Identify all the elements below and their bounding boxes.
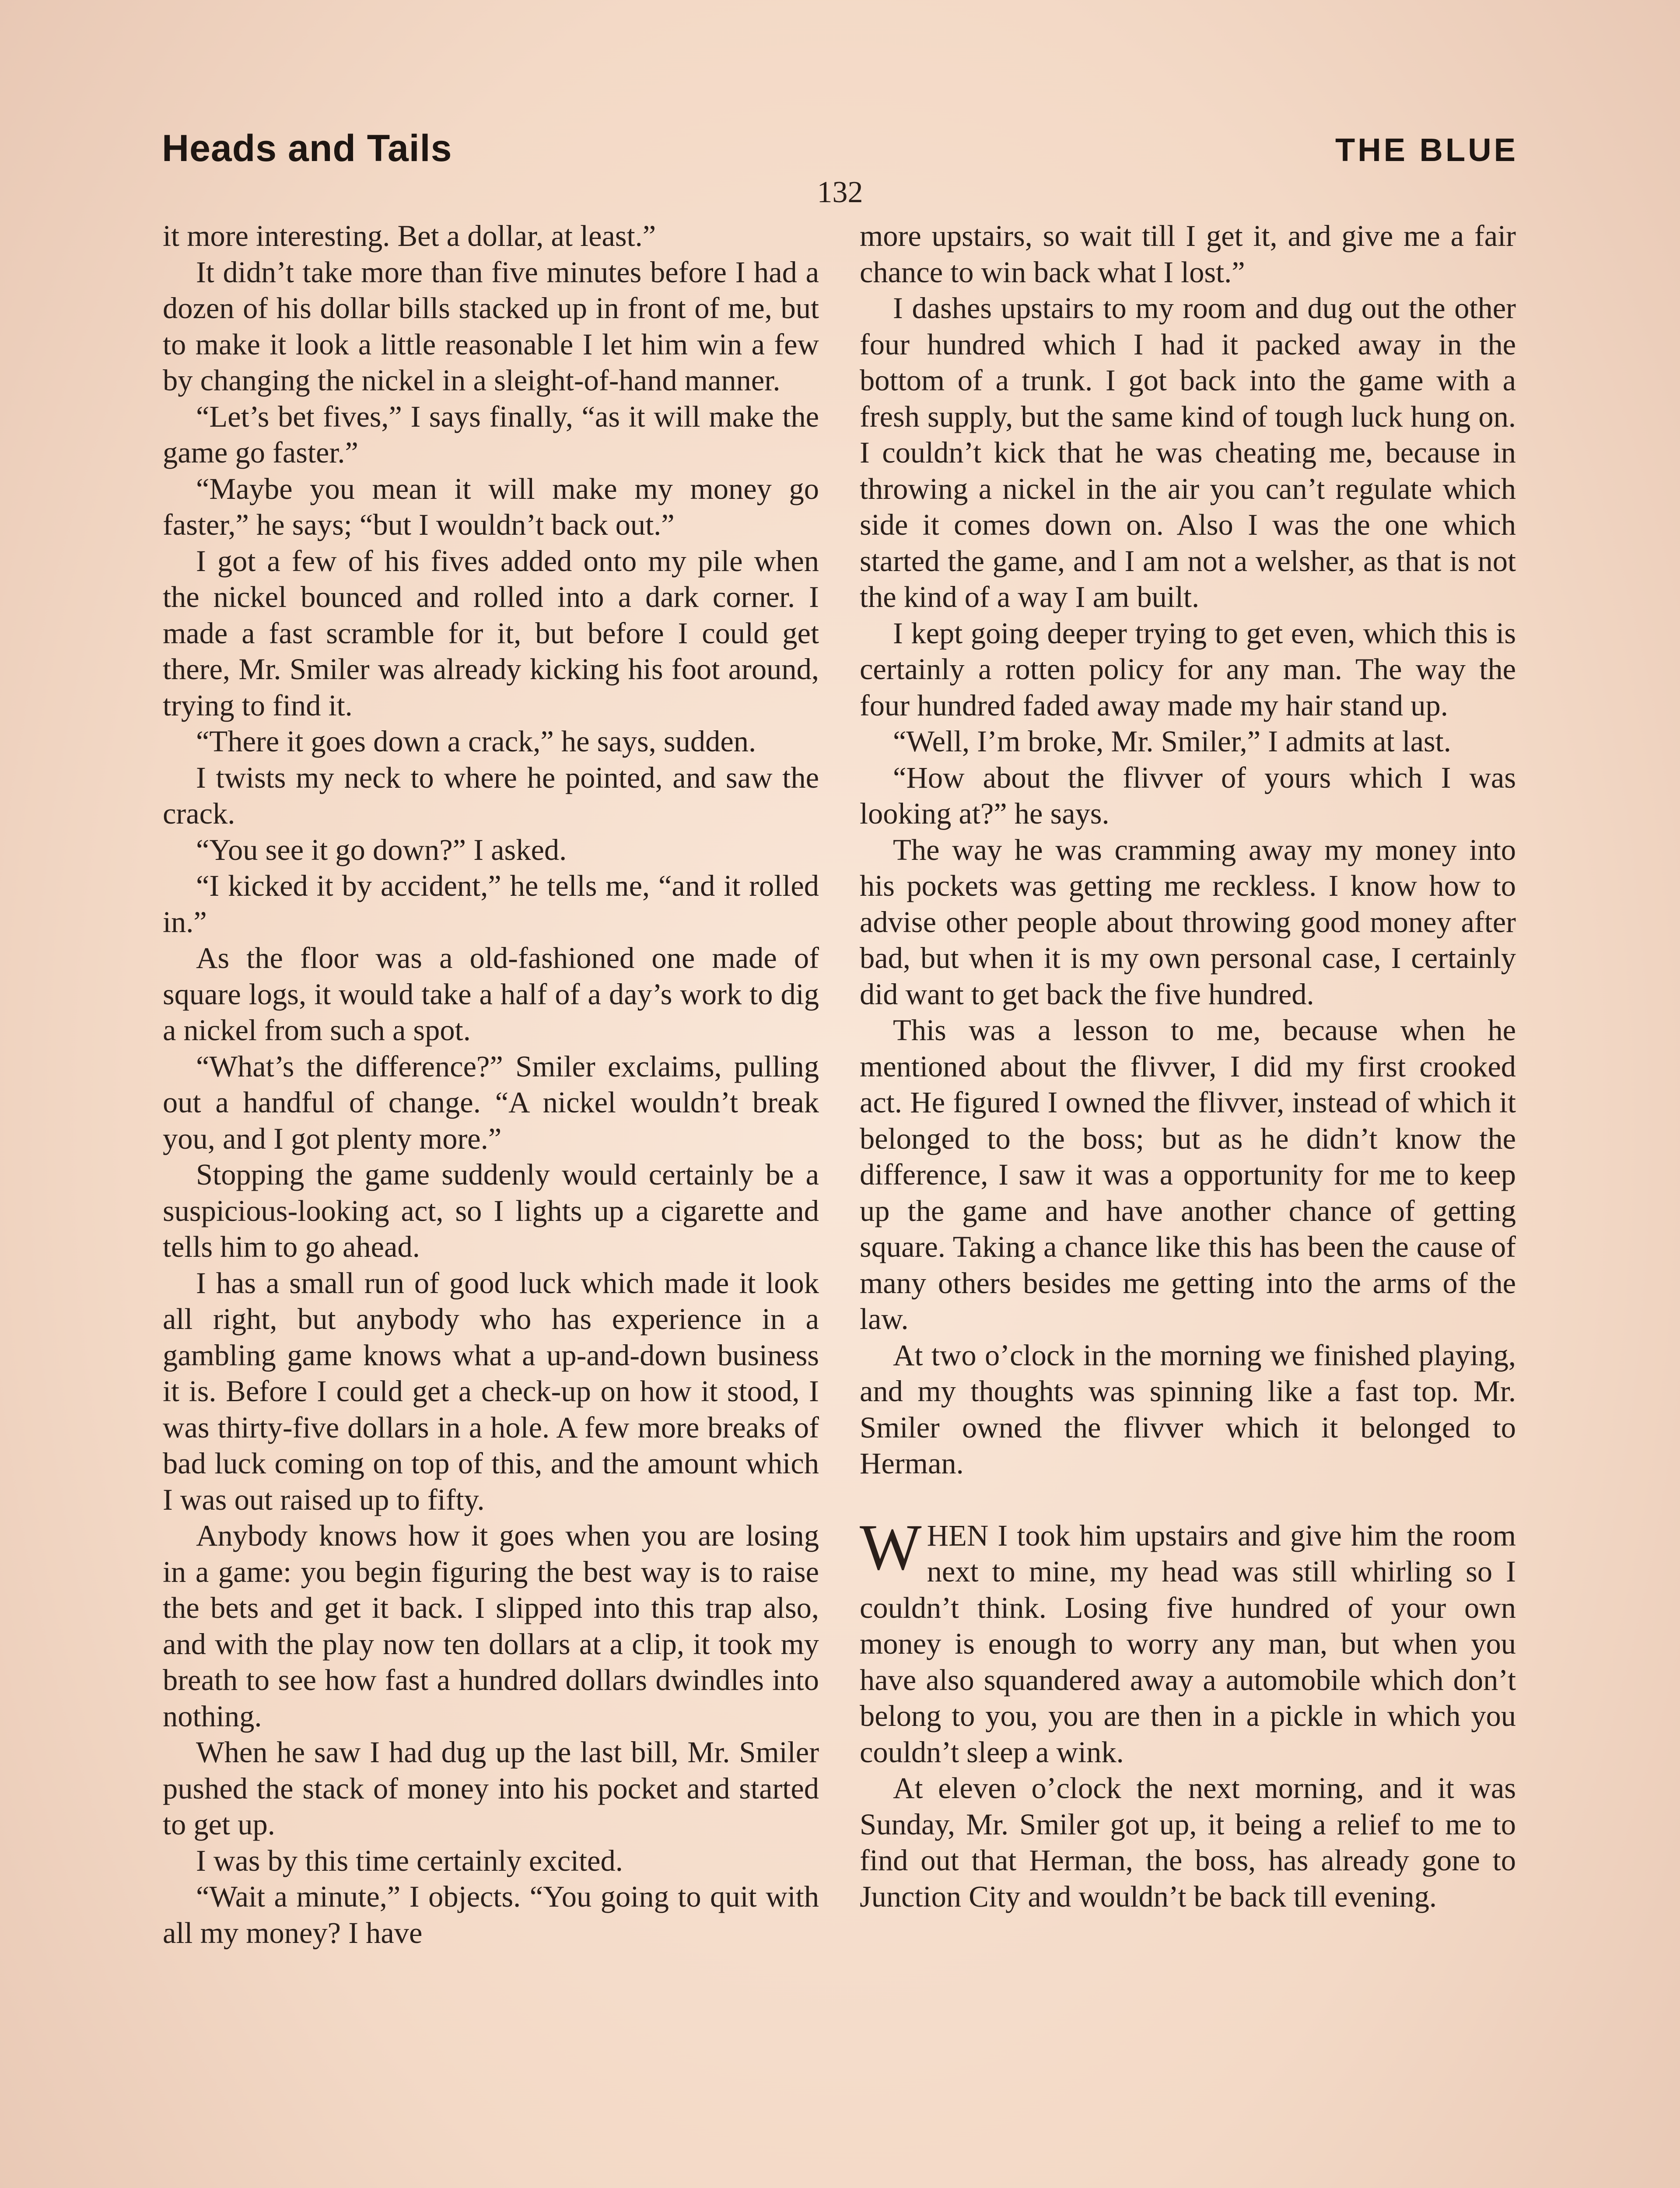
- paragraph: This was a lesson to me, because when he mentioned about the flivver, I did my first crooked act. He figured I owned the flivver, instead of which it belonged to the boss; but as he didn’t know the difference, I saw it was a opportunity for me to keep up the game and have another chance of getting square. Taking a chance like this has been the cause of many others besides me getting into the arms of the law.: [860, 1013, 1516, 1336]
- paragraph: When he saw I had dug up the last bill, Mr. Smiler pushed the stack of money into his pocket and started to get up.: [163, 1736, 819, 1841]
- paragraph: “I kicked it by accident,” he tells me, “and it rolled in.”: [163, 869, 819, 939]
- paragraph: “Maybe you mean it will make my money go faster,” he says; “but I wouldn’t back out.”: [163, 472, 819, 541]
- paragraph: I kept going deeper trying to get even, which this is certainly a rotten policy for any man. The way the four hundred faded away made my hair stand up.: [860, 616, 1516, 722]
- running-title: Heads and Tails: [162, 127, 452, 169]
- paragraph: I dashes upstairs to my room and dug out the other four hundred which I had it packed away in the bottom of a trunk. I got back into the game with a fresh supply, but the same kind of tough luck hung on. I couldn’t kick that he was cheating me, because in throwing a nickel in the air you can’t regulate which side it comes down on. Also I was the one which started the game, and I am not a welsher, as that is not the kind of a way I am built.: [860, 291, 1516, 614]
- right-column-part-two: [860, 1770, 1516, 1914]
- paragraph: I was by this time certainly excited.: [196, 1844, 623, 1877]
- paragraph: “There it goes down a crack,” he says, sudden.: [196, 725, 756, 758]
- page-number: 132: [817, 175, 863, 209]
- paragraph: Stopping the game suddenly would certainly be a suspicious-looking act, so I lights up a cigarette and tells him to go ahead.: [163, 1158, 819, 1263]
- section-opening-paragraph: [860, 1511, 1516, 1771]
- right-column-part-one: [860, 218, 1516, 1482]
- paragraph: “Wait a minute,” I objects. “You going to quit with all my money? I have: [163, 1880, 819, 1950]
- paragraph: As the floor was a old-fashioned one made of square logs, it would take a half of a day’s work to dig a nickel from such a spot.: [163, 941, 819, 1047]
- paragraph: “You see it go down?” I asked.: [196, 833, 567, 866]
- magazine-name: THE BLUE: [1335, 132, 1518, 168]
- paragraph: I got a few of his fives added onto my pile when the nickel bounced and rolled into a dark corner. I made a fast scramble for it, but before I could get there, Mr. Smiler was already kicking his foot around, trying to find it.: [163, 544, 819, 722]
- paragraph: “How about the flivver of yours which I was looking at?” he says.: [860, 761, 1516, 830]
- paragraph: I twists my neck to where he pointed, and saw the crack.: [163, 761, 819, 830]
- paragraph: I has a small run of good luck which made it look all right, but anybody who has experience in a gambling game knows what a up-and-down business it is. Before I could get a check-up on how it stood, I was thirty-five dollars in a hole. A few more breaks of bad luck coming on top of this, and the amount which I was out raised up to fifty.: [163, 1266, 819, 1516]
- paragraph: Anybody knows how it goes when you are losing in a game: you begin figuring the best way is to raise the bets and get it back. I slipped into this trap also, and with the play now ten dollars at a clip, it took my breath to see how fast a hundred dollars dwindles into nothing.: [163, 1519, 819, 1733]
- left-column: [163, 218, 819, 1951]
- paragraph: it more interesting. Bet a dollar, at least.”: [163, 219, 656, 252]
- paragraph: more upstairs, so wait till I get it, and give me a fair chance to win back what I lost.”: [860, 219, 1516, 289]
- paragraph: The way he was cramming away my money into his pockets was getting me reckless. I know how to advise other people about throwing good money after bad, but when it is my own personal case, I certainly did want to get back the five hundred.: [860, 833, 1516, 1011]
- paragraph: “Let’s bet fives,” I says finally, “as it will make the game go faster.”: [163, 400, 819, 469]
- paragraph: At two o’clock in the morning we finished playing, and my thoughts was spinning like a fast top. Mr. Smiler owned the flivver which it belonged to Herman.: [860, 1338, 1516, 1480]
- paragraph: “Well, I’m broke, Mr. Smiler,” I admits at last.: [893, 725, 1451, 758]
- right-column: [860, 218, 1516, 1914]
- section-break: [860, 1482, 1516, 1518]
- drop-cap-rest: HEN I took him upstairs and give him the room next to mine, my head was still whirling so I couldn’t think. Losing five hundred of your own money is enough to worry any man, but when you have also squandered away a automobile which don’t belong to you, you are then in a pickle in which you couldn’t sleep a wink.: [860, 1518, 1516, 1769]
- paragraph: “What’s the difference?” Smiler exclaims, pulling out a handful of change. “A nickel wouldn’t break you, and I got plenty more.”: [163, 1049, 819, 1155]
- drop-cap: W: [860, 1511, 922, 1584]
- paragraph: At eleven o’clock the next morning, and it was Sunday, Mr. Smiler got up, it being a relief to me to find out that Herman, the boss, has already gone to Junction City and wouldn’t be back till evening.: [860, 1771, 1516, 1913]
- paragraph: It didn’t take more than five minutes before I had a dozen of his dollar bills stacked up in front of me, but to make it look a little reasonable I let him win a few by changing the nickel in a sleight-of-hand manner.: [163, 255, 819, 397]
